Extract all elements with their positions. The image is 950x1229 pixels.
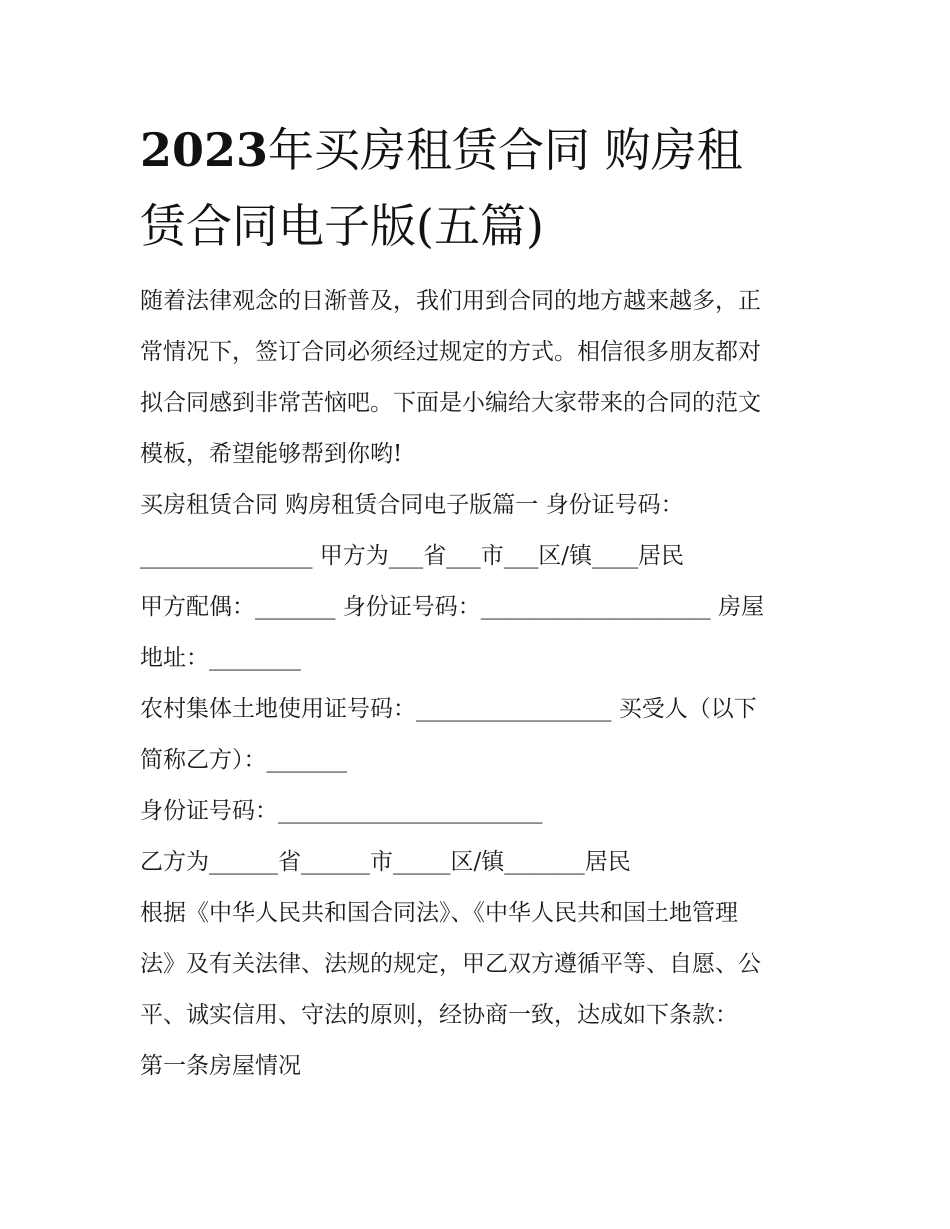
body-line: _______________ 甲方为___省___市___区/镇____居民 (140, 543, 685, 569)
title-line1-rest: 年买房租赁合同 购房租 (268, 123, 743, 177)
section-heading: 第一条房屋情况 (140, 1053, 301, 1079)
body-line: 根据《中华人民共和国合同法》、《中华人民共和国土地管理 (140, 900, 738, 926)
body-line: 农村集体土地使用证号码：_________________ 买受人（以下 (140, 696, 757, 722)
body-line: 平、诚实信用、守法的原则，经协商一致，达成如下条款： (140, 1002, 738, 1028)
body-line: 法》及有关法律、法规的规定，甲乙双方遵循平等、自愿、公 (140, 951, 761, 977)
body-line: 模板，希望能够帮到你哟! (140, 441, 403, 467)
body-line: 简称乙方）：_______ (140, 747, 347, 773)
title-year: 2023 (140, 123, 269, 177)
body-line: 拟合同感到非常苦恼吧。下面是小编给大家带来的合同的范文 (140, 390, 761, 416)
body-line: 乙方为______省______市_____区/镇_______居民 (140, 849, 631, 875)
body-line: 买房租赁合同 购房租赁合同电子版篇一 身份证号码： (140, 492, 684, 518)
title-line2: 赁合同电子版(五篇) (140, 199, 544, 253)
body-line: 甲方配偶：_______ 身份证号码：____________________ 房屋 (140, 594, 765, 620)
document-title (140, 112, 840, 264)
body-line: 地址：________ (140, 645, 301, 671)
document-body (140, 276, 830, 1092)
body-line: 身份证号码：_______________________ (140, 798, 543, 824)
body-line: 随着法律观念的日渐普及，我们用到合同的地方越来越多，正 (140, 288, 761, 314)
body-line: 常情况下，签订合同必须经过规定的方式。相信很多朋友都对 (140, 339, 761, 365)
